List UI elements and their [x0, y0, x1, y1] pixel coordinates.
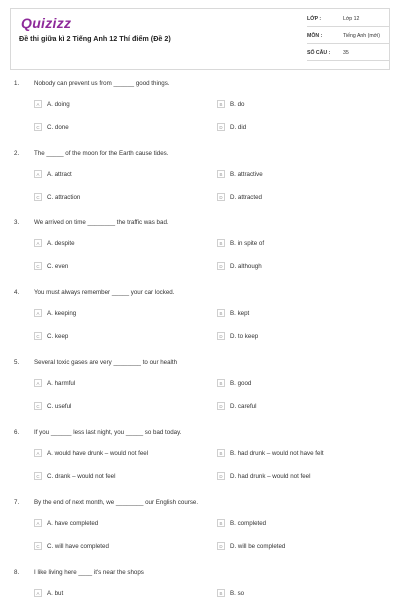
option-text: D. attracted: [230, 194, 262, 201]
meta-value: Tiếng Anh (mới): [343, 33, 380, 39]
question-text: By the end of next month, we ________ our English course.: [34, 499, 199, 506]
option-letter-box: B: [217, 449, 225, 457]
option-letter-box: D: [217, 193, 225, 201]
option-letter-box: D: [217, 472, 225, 480]
question-text: I like living here ____ it's near the shops: [34, 569, 144, 576]
meta-label: SỐ CÂU :: [307, 50, 331, 56]
option-text: B. in spite of: [230, 240, 265, 247]
meta-value: 35: [343, 50, 349, 56]
option-text: D. will be completed: [230, 543, 286, 550]
option-text: A. doing: [47, 101, 70, 108]
option-letter-box: A: [34, 100, 42, 108]
option-text: B. good: [230, 380, 252, 387]
option-letter-box: B: [217, 170, 225, 178]
option-text: A. attract: [47, 171, 72, 178]
option-letter-box: B: [217, 519, 225, 527]
option-letter-box: A: [34, 170, 42, 178]
option-letter-box: D: [217, 542, 225, 550]
meta-value: Lớp 12: [343, 16, 360, 22]
question-text: Nobody can prevent us from ______ good things.: [34, 80, 170, 87]
option-text: C. even: [47, 263, 69, 270]
option-letter-box: D: [217, 262, 225, 270]
option-text: C. drank – would not feel: [47, 473, 116, 480]
option-text: C. will have completed: [47, 543, 109, 550]
question-number: 7.: [14, 499, 20, 506]
question-number: 1.: [14, 80, 20, 87]
option-text: C. useful: [47, 403, 72, 410]
question-number: 4.: [14, 289, 20, 296]
question-text: Several toxic gases are very ________ to our health: [34, 359, 178, 366]
option-letter-box: B: [217, 239, 225, 247]
option-text: D. although: [230, 263, 262, 270]
quizizz-logo: Quizizz: [21, 15, 72, 31]
option-text: D. to keep: [230, 333, 259, 340]
option-text: B. completed: [230, 520, 267, 527]
question-number: 3.: [14, 219, 20, 226]
meta-label: LỚP :: [307, 16, 322, 22]
option-letter-box: A: [34, 589, 42, 597]
option-letter-box: B: [217, 379, 225, 387]
option-text: B. had drunk – would not have felt: [230, 450, 324, 457]
meta-label: MÔN :: [307, 33, 323, 39]
option-letter-box: A: [34, 239, 42, 247]
meta-row-subject: [307, 29, 389, 44]
option-text: A. have completed: [47, 520, 99, 527]
option-text: B. so: [230, 590, 245, 597]
option-text: A. keeping: [47, 310, 77, 317]
question-text: The _____ of the moon for the Earth cause tides.: [34, 150, 169, 157]
option-text: C. keep: [47, 333, 69, 340]
option-text: A. but: [47, 590, 64, 597]
worksheet-header: [10, 8, 390, 70]
option-text: B. attractive: [230, 171, 263, 178]
option-letter-box: A: [34, 379, 42, 387]
option-letter-box: C: [34, 332, 42, 340]
option-text: A. harmful: [47, 380, 76, 387]
question-text: You must always remember _____ your car locked.: [34, 289, 175, 296]
option-letter-box: B: [217, 309, 225, 317]
option-text: B. do: [230, 101, 245, 108]
question-number: 5.: [14, 359, 20, 366]
option-letter-box: D: [217, 332, 225, 340]
question-number: 8.: [14, 569, 20, 576]
meta-row-class: [307, 12, 389, 27]
option-letter-box: C: [34, 402, 42, 410]
option-text: A. would have drunk – would not feel: [47, 450, 149, 457]
option-letter-box: C: [34, 123, 42, 131]
option-letter-box: A: [34, 519, 42, 527]
option-text: D. careful: [230, 403, 257, 410]
option-letter-box: D: [217, 402, 225, 410]
option-letter-box: C: [34, 472, 42, 480]
option-text: B. kept: [230, 310, 250, 317]
option-text: C. done: [47, 124, 69, 131]
question-text: If you ______ less last night, you _____ so bad today.: [34, 429, 182, 436]
option-letter-box: A: [34, 309, 42, 317]
meta-row-count: [307, 46, 389, 61]
question-number: 6.: [14, 429, 20, 436]
option-text: D. did: [230, 124, 247, 131]
option-text: A. despite: [47, 240, 75, 247]
option-letter-box: C: [34, 193, 42, 201]
question-text: We arrived on time ________ the traffic was bad.: [34, 219, 169, 226]
option-letter-box: B: [217, 100, 225, 108]
option-letter-box: D: [217, 123, 225, 131]
option-letter-box: C: [34, 542, 42, 550]
worksheet-title: Đề thi giữa kì 2 Tiếng Anh 12 Thí điểm (Đề 2): [19, 34, 171, 43]
option-text: D. had drunk – would not feel: [230, 473, 311, 480]
option-letter-box: A: [34, 449, 42, 457]
option-letter-box: B: [217, 589, 225, 597]
option-letter-box: C: [34, 262, 42, 270]
question-number: 2.: [14, 150, 20, 157]
option-text: C. attraction: [47, 194, 81, 201]
